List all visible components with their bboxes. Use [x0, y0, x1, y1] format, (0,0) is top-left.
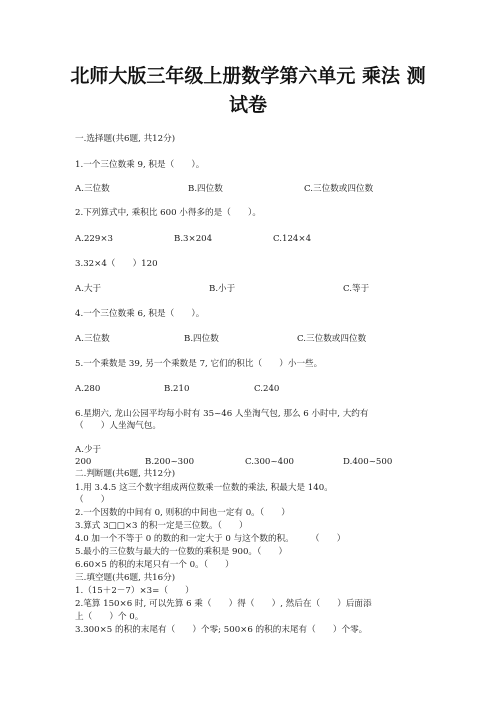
judge-2: 2.一个因数的中间有 0, 则积的中间也一定有 0。（ ）	[75, 508, 290, 518]
judge-4: 4.0 加一个不等于 0 的数的和一定大于 0 与这个数的积。 （ ）	[75, 534, 346, 544]
q2-option-c: C.124×4	[273, 234, 312, 244]
q5-option-c: C.240	[254, 384, 280, 394]
q3-option-b: B.小于	[209, 284, 236, 294]
judge-1-line-2: （ ）	[75, 495, 110, 505]
fill-2-line-2: 上（ ）个 0。	[75, 612, 144, 622]
question-6-line-2: （ ）人坐淘气包。	[75, 421, 161, 431]
question-5: 5.一个乘数是 39, 另一个乘数是 7, 它们的积比（ ）小一些。	[75, 359, 323, 369]
q5-option-b: B.210	[164, 384, 190, 394]
q2-option-b: B.3×204	[174, 234, 213, 244]
question-2: 2.下列算式中, 乘积比 600 小得多的是（ ）。	[75, 208, 261, 218]
judge-5: 5.最小的三位数与最大的一位数的乘积是 900。（ ）	[75, 547, 288, 557]
section-fill-heading: 三.填空题(共6题, 共16分)	[75, 573, 176, 583]
q2-option-a: A.229×3	[75, 234, 114, 244]
q6-option-c: C.300~400	[245, 457, 295, 467]
q1-option-a: A.三位数	[75, 184, 110, 194]
question-1: 1.一个三位数乘 9, 积是（ ）。	[75, 160, 205, 170]
fill-2-line-1: 2.笔算 150×6 时, 可以先算 6 乘（ ）得（ ）, 然后在（ ）后面添	[75, 599, 372, 609]
judge-3: 3.算式 3□□×3 的积一定是三位数。（ ）	[75, 521, 248, 531]
fill-1: 1.（15＋2－7）×3=（ ）	[75, 586, 194, 596]
q4-option-b: B.四位数	[184, 334, 219, 344]
fill-3: 3.300×5 的积的末尾有（ ）个零; 500×6 的积的末尾有（ ）个零。	[75, 625, 368, 635]
q6-option-a-value: 200	[75, 457, 92, 467]
section-choice-heading: 一.选择题(共6题, 共12分)	[75, 134, 176, 144]
q6-option-b: B.200~300	[145, 457, 195, 467]
q6-option-d: D.400~500	[343, 457, 393, 467]
q4-option-c: C.三位数或四位数	[297, 334, 367, 344]
question-4: 4.一个三位数乘 6, 积是（ ）。	[75, 309, 205, 319]
q1-option-b: B.四位数	[188, 184, 223, 194]
q1-option-c: C.三位数或四位数	[304, 184, 374, 194]
q4-option-a: A.三位数	[75, 334, 110, 344]
document-title	[40, 62, 456, 120]
title-line-2: 试卷	[228, 94, 267, 116]
question-3: 3.32×4（ ）120	[75, 259, 158, 269]
q5-option-a: A.280	[75, 384, 101, 394]
judge-6: 6.60×5 的积的末尾只有一个 0。（ ）	[75, 560, 234, 570]
title-line-1: 北师大版三年级上册数学第六单元 乘法 测	[70, 65, 426, 87]
q6-option-a: A.少于	[75, 445, 102, 455]
q3-option-a: A.大于	[75, 284, 102, 294]
section-judge-heading: 二.判断题(共6题, 共12分)	[75, 469, 176, 479]
q3-option-c: C.等于	[343, 284, 370, 294]
question-6-line-1: 6.星期六, 龙山公园平均每小时有 35~46 人坐淘气包, 那么 6 小时中, 大约有	[75, 409, 369, 419]
judge-1-line-1: 1.用 3.4.5 这三个数字组成两位数乘一位数的乘法, 积最大是 140。	[75, 483, 333, 493]
